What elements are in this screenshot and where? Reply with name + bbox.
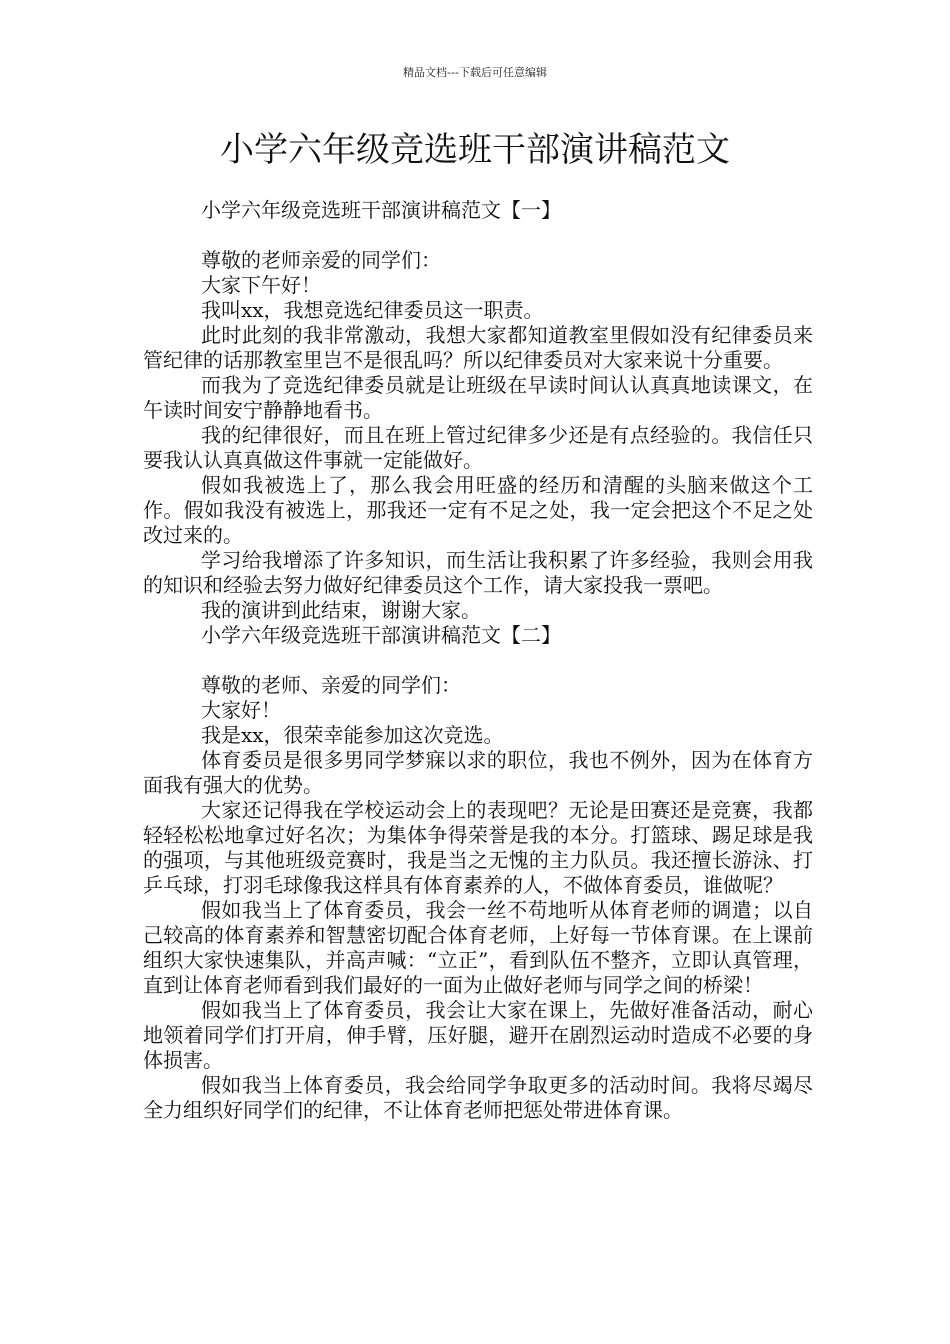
section-heading-1: 小学六年级竞选班干部演讲稿范文【一】 (201, 198, 561, 222)
paragraph: 我的演讲到此结束，谢谢大家。 (201, 598, 481, 622)
paragraph: 我叫xx，我想竞选纪律委员这一职责。 (201, 298, 544, 322)
paragraph: 学习给我增添了许多知识，而生活让我积累了许多经验，我则会用我的知识和经验去努力做好纪律委员这个工作，请大家投我一票吧。 (143, 548, 813, 597)
paragraph: 尊敬的老师、亲爱的同学们： (201, 673, 461, 697)
paragraph: 假如我当上了体育委员，我会一丝不苟地听从体育老师的调遣；以自己较高的体育素养和智慧密切配合体育老师，上好每一节体育课。在上课前组织大家快速集队，并高声喊：“立正”，看到队伍不整齐，立即认真管理，直到让体育老师看到我们最好的一面为止做好老师与同学之间的桥梁！ (143, 898, 813, 997)
blank-line (143, 223, 813, 248)
paragraph: 大家还记得我在学校运动会上的表现吧？无论是田赛还是竞赛，我都轻轻松松地拿过好名次；为集体争得荣誉是我的本分。打篮球、踢足球是我的强项，与其他班级竞赛时，我是当之无愧的主力队员。我还擅长游泳、打乒乓球，打羽毛球像我这样具有体育素养的人，不做体育委员，谁做呢？ (143, 798, 813, 897)
paragraph: 我是xx，很荣幸能参加这次竞选。 (201, 723, 504, 747)
blank-line (143, 648, 813, 673)
paragraph: 假如我当上了体育委员，我会让大家在课上，先做好准备活动，耐心地领着同学们打开肩，伸手臂，压好腿，避开在剧烈运动时造成不必要的身体损害。 (143, 998, 813, 1072)
paragraph: 我的纪律很好，而且在班上管过纪律多少还是有点经验的。我信任只要我认认真真做这件事就一定能做好。 (143, 423, 813, 472)
paragraph: 尊敬的老师亲爱的同学们： (201, 248, 441, 272)
paragraph: 假如我被选上了，那么我会用旺盛的经历和清醒的头脑来做这个工作。假如我没有被选上，那我还一定有不足之处，我一定会把这个不足之处改过来的。 (143, 473, 813, 547)
paragraph: 而我为了竞选纪律委员就是让班级在早读时间认认真真地读课文，在午读时间安宁静静地看书。 (143, 373, 813, 422)
document-title: 小学六年级竞选班干部演讲稿范文 (220, 130, 730, 170)
paragraph: 大家好！ (201, 698, 281, 722)
paragraph: 此时此刻的我非常激动，我想大家都知道教室里假如没有纪律委员来管纪律的话那教室里岂不是很乱吗？所以纪律委员对大家来说十分重要。 (143, 323, 813, 372)
document-body (143, 198, 813, 1123)
section-heading-2: 小学六年级竞选班干部演讲稿范文【二】 (201, 623, 561, 647)
header-note: 精品文档---下载后可任意编辑 (403, 66, 547, 79)
paragraph: 体育委员是很多男同学梦寐以求的职位，我也不例外，因为在体育方面我有强大的优势。 (143, 748, 813, 797)
paragraph: 假如我当上体育委员，我会给同学争取更多的活动时间。我将尽竭尽全力组织好同学们的纪律，不让体育老师把惩处带进体育课。 (143, 1073, 813, 1122)
paragraph: 大家下午好！ (201, 273, 321, 297)
